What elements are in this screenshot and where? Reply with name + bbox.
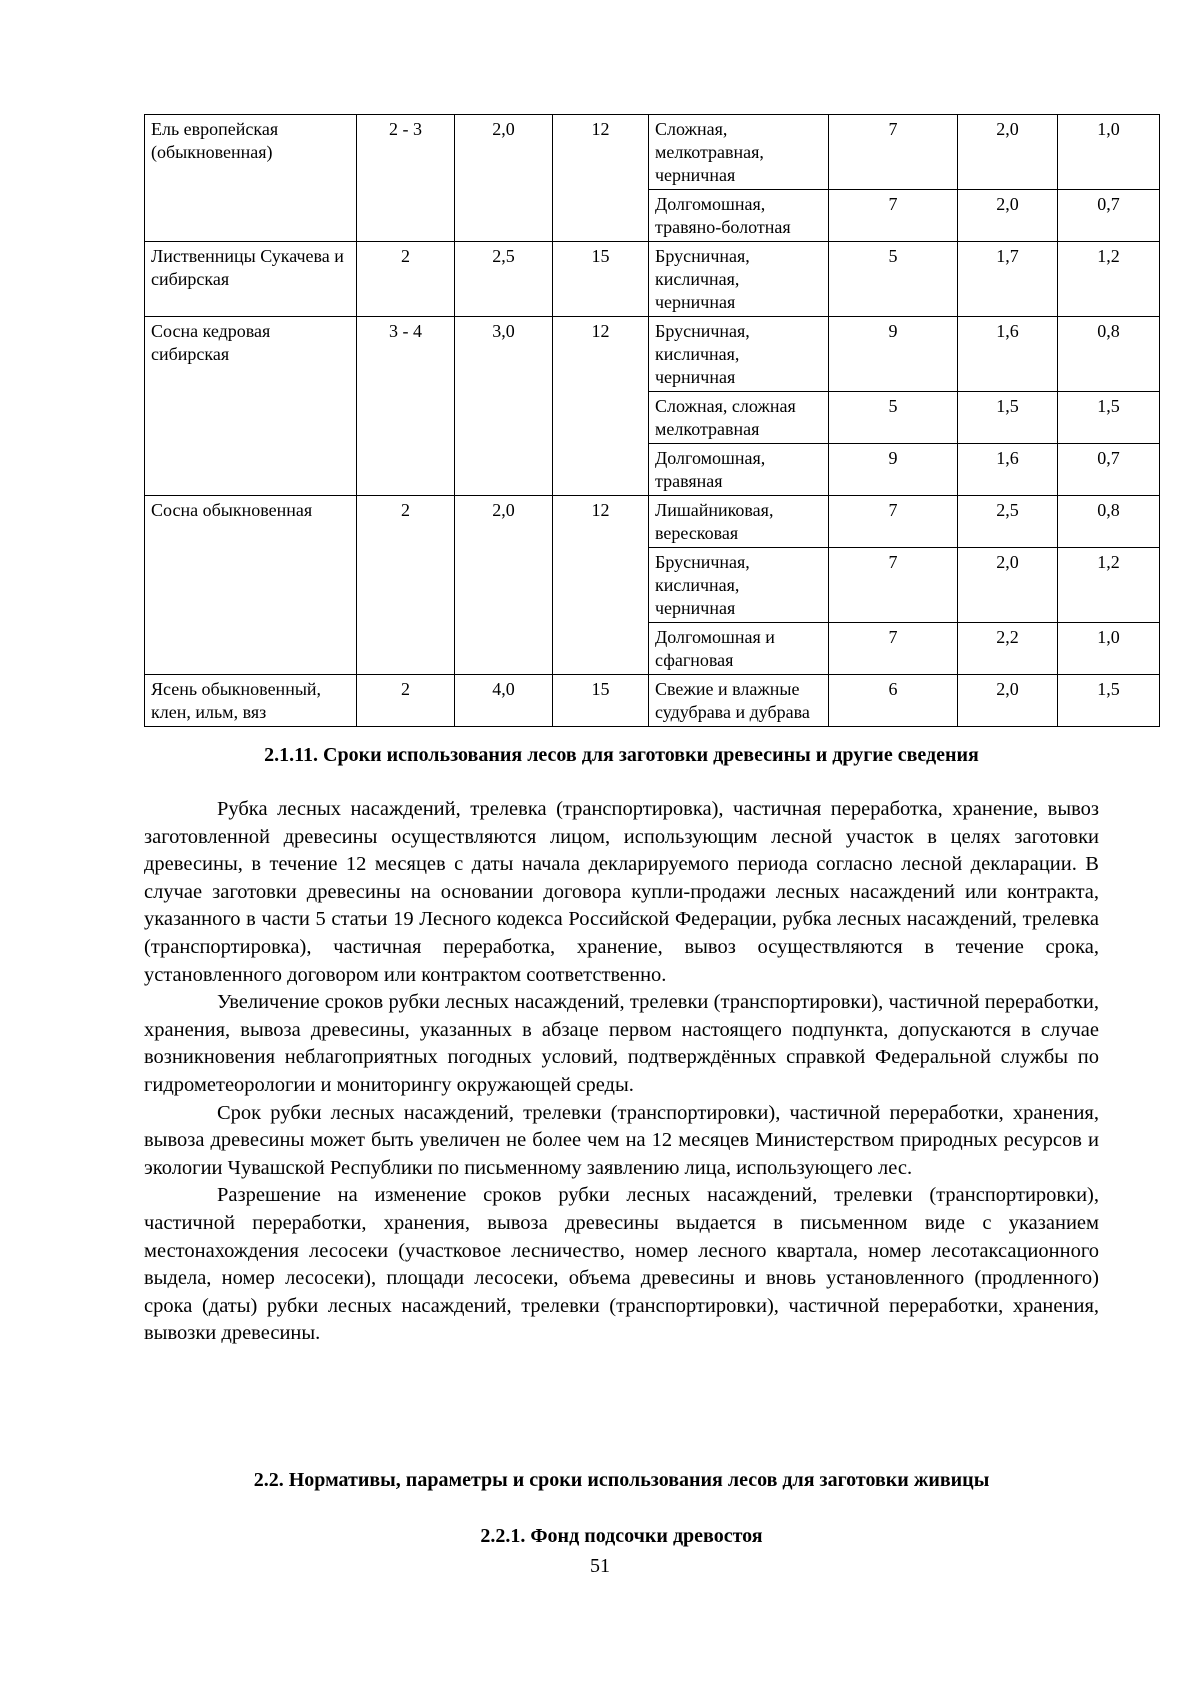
value-cell: 7 bbox=[829, 623, 958, 675]
value-cell: 12 bbox=[553, 317, 649, 496]
table-row bbox=[145, 317, 1160, 392]
value-cell: 0,7 bbox=[1058, 190, 1160, 242]
paragraph: Увеличение сроков рубки лесных насаждений, трелевки (транспортировки), частичной переработки, хранения, вывоза древесины, указанных в абзаце первом настоящего подпункта, допускаются в случае возникновения неблагоприятных погодных условий, подтверждённых справкой Федеральной службы по гидрометеорологии и мониторингу окружающей среды. bbox=[144, 991, 1099, 1096]
section-2-2-heading: 2.2. Нормативы, параметры и сроки использования лесов для заготовки живицы bbox=[253, 1469, 990, 1491]
section-2-1-11-body bbox=[144, 796, 1099, 1348]
species-cell: Сосна обыкновенная bbox=[145, 496, 357, 675]
value-cell: 7 bbox=[829, 496, 958, 548]
value-cell: 2,0 bbox=[958, 548, 1058, 623]
paragraph: Срок рубки лесных насаждений, трелевки (транспортировки), частичной переработки, хранения, вывоза древесины может быть увеличен не более чем на 12 месяцев Министерством природных ресурсов и экологии Чувашской Республики по письменному заявлению лица, использующего лес. bbox=[144, 1101, 1099, 1179]
forest-type-cell: Долгомошная и сфагновая bbox=[649, 623, 829, 675]
section-2-1-11-heading: 2.1.11. Сроки использования лесов для заготовки древесины и другие сведения bbox=[264, 744, 979, 766]
value-cell: 7 bbox=[829, 548, 958, 623]
value-cell: 15 bbox=[553, 675, 649, 727]
value-cell: 0,8 bbox=[1058, 496, 1160, 548]
forest-type-cell: Долгомошная, травяно-болотная bbox=[649, 190, 829, 242]
page-number: 51 bbox=[590, 1555, 610, 1577]
value-cell: 7 bbox=[829, 115, 958, 190]
value-cell: 1,0 bbox=[1058, 115, 1160, 190]
value-cell: 12 bbox=[553, 115, 649, 242]
paragraph: Рубка лесных насаждений, трелевка (транспортировка), частичная переработка, хранение, вывоз заготовленной древесины осуществляются лицом, использующим лесной участок в целях заготовки древесины, в течение 12 месяцев с даты начала декларируемого периода согласно лесной декларации. В случае заготовки древесины на основании договора купли-продажи лесных насаждений или контракта, указанного в части 5 статьи 19 Лесного кодекса Российской Федерации, рубка лесных насаждений, трелевка (транспортировка), частичная переработка, хранение, вывоз осуществляются в течение срока, установленного договором или контрактом соответственно. bbox=[144, 798, 1099, 986]
value-cell: 2,5 bbox=[455, 242, 553, 317]
value-cell: 2 - 3 bbox=[357, 115, 455, 242]
species-cell: Лиственницы Сукачева и сибирская bbox=[145, 242, 357, 317]
paragraph: Разрешение на изменение сроков рубки лесных насаждений, трелевки (транспортировки), частичной переработки, хранения, вывоза древесины выдается в письменном виде с указанием местонахождения лесосеки (участковое лесничество, номер лесного квартала, номер лесотаксационного выдела, номер лесосеки), площади лесосеки, объема древесины и вновь установленного (продленного) срока (даты) рубки лесных насаждений, трелевки (транспортировки), частичной переработки, хранения, вывозки древесины. bbox=[144, 1184, 1099, 1345]
value-cell: 1,5 bbox=[958, 392, 1058, 444]
forest-type-cell: Свежие и влажные судубрава и дубрава bbox=[649, 675, 829, 727]
value-cell: 1,5 bbox=[1058, 392, 1160, 444]
value-cell: 2,0 bbox=[455, 115, 553, 242]
value-cell: 7 bbox=[829, 190, 958, 242]
value-cell: 5 bbox=[829, 242, 958, 317]
value-cell: 2 bbox=[357, 675, 455, 727]
forest-type-cell: Сложная, сложная мелкотравная bbox=[649, 392, 829, 444]
value-cell: 1,7 bbox=[958, 242, 1058, 317]
value-cell: 1,6 bbox=[958, 317, 1058, 392]
value-cell: 4,0 bbox=[455, 675, 553, 727]
value-cell: 2,0 bbox=[455, 496, 553, 675]
species-norms-table bbox=[144, 114, 1160, 727]
forest-type-cell: Брусничная, кисличная, черничная bbox=[649, 317, 829, 392]
value-cell: 2,0 bbox=[958, 675, 1058, 727]
table-row bbox=[145, 675, 1160, 727]
value-cell: 0,7 bbox=[1058, 444, 1160, 496]
value-cell: 15 bbox=[553, 242, 649, 317]
value-cell: 3 - 4 bbox=[357, 317, 455, 496]
species-cell: Ель европейская (обыкновенная) bbox=[145, 115, 357, 242]
forest-type-cell: Лишайниковая, вересковая bbox=[649, 496, 829, 548]
value-cell: 3,0 bbox=[455, 317, 553, 496]
value-cell: 0,8 bbox=[1058, 317, 1160, 392]
forest-type-cell: Долгомошная, травяная bbox=[649, 444, 829, 496]
value-cell: 5 bbox=[829, 392, 958, 444]
species-table-body bbox=[145, 115, 1160, 727]
value-cell: 2 bbox=[357, 496, 455, 675]
table-row bbox=[145, 496, 1160, 548]
value-cell: 1,5 bbox=[1058, 675, 1160, 727]
value-cell: 2,2 bbox=[958, 623, 1058, 675]
value-cell: 2,0 bbox=[958, 190, 1058, 242]
value-cell: 9 bbox=[829, 317, 958, 392]
section-2-2-1-heading: 2.2.1. Фонд подсочки древостоя bbox=[480, 1525, 763, 1547]
value-cell: 1,2 bbox=[1058, 242, 1160, 317]
value-cell: 6 bbox=[829, 675, 958, 727]
value-cell: 2,0 bbox=[958, 115, 1058, 190]
value-cell: 9 bbox=[829, 444, 958, 496]
value-cell: 2 bbox=[357, 242, 455, 317]
value-cell: 2,5 bbox=[958, 496, 1058, 548]
value-cell: 1,2 bbox=[1058, 548, 1160, 623]
species-cell: Ясень обыкновенный, клен, ильм, вяз bbox=[145, 675, 357, 727]
value-cell: 1,0 bbox=[1058, 623, 1160, 675]
species-cell: Сосна кедровая сибирская bbox=[145, 317, 357, 496]
table-row bbox=[145, 115, 1160, 190]
forest-type-cell: Сложная, мелкотравная, черничная bbox=[649, 115, 829, 190]
value-cell: 1,6 bbox=[958, 444, 1058, 496]
forest-type-cell: Брусничная, кисличная, черничная bbox=[649, 548, 829, 623]
value-cell: 12 bbox=[553, 496, 649, 675]
forest-type-cell: Брусничная, кисличная, черничная bbox=[649, 242, 829, 317]
table-row bbox=[145, 242, 1160, 317]
